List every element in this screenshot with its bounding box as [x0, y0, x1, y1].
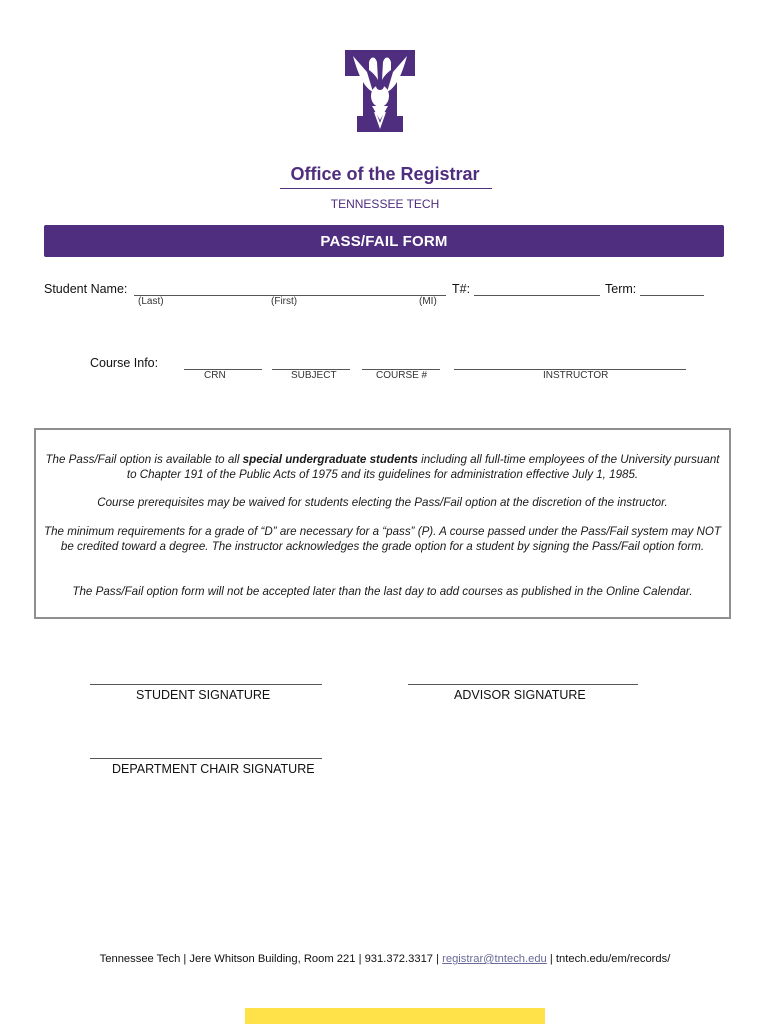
registrar-email-link[interactable]: registrar@tntech.edu: [442, 953, 547, 965]
form-title: PASS/FAIL FORM: [320, 232, 448, 250]
form-title-banner: [44, 225, 724, 257]
office-title: Office of the Registrar: [290, 164, 480, 184]
institution-name: TENNESSEE TECH: [330, 197, 440, 211]
course-info-label: Course Info:: [90, 356, 159, 370]
student-signature-label: STUDENT SIGNATURE: [136, 688, 271, 702]
policy-paragraph-4: The Pass/Fail option form will not be accepted later than the last day to add courses as published in the Online Calendar.: [72, 585, 693, 598]
student-name-label: Student Name:: [44, 282, 128, 296]
crn-caption: CRN: [204, 370, 226, 381]
policy-paragraph-3: The minimum requirements for a grade of “D” are necessary for a “pass” (P). A course passed under the Pass/Fail system may NOT be credited toward a degree. The instructor acknowledges the grade option for a student by signing the Pass/Fail option form.: [44, 525, 721, 553]
term-field[interactable]: [640, 295, 704, 296]
department-chair-signature-field[interactable]: [90, 758, 322, 759]
t-number-label: T#:: [452, 282, 471, 296]
tennessee-tech-logo-icon: [345, 50, 415, 132]
last-name-caption: (Last): [138, 296, 164, 307]
advisor-signature-field[interactable]: [408, 684, 638, 685]
term-label: Term:: [605, 282, 637, 296]
advisor-signature-label: ADVISOR SIGNATURE: [454, 688, 586, 702]
student-signature-field[interactable]: [90, 684, 322, 685]
policy-paragraph-1: The Pass/Fail option is available to all special undergraduate students including all full-time employees of the University pursuant to Chapter 191 of the Public Acts of 1975 and its guidelines for administration effective July 1, 1985.: [45, 453, 720, 481]
instructor-caption: INSTRUCTOR: [543, 370, 609, 381]
middle-initial-caption: (MI): [419, 296, 437, 307]
subject-caption: SUBJECT: [291, 370, 337, 381]
policy-emphasis: special undergraduate students: [242, 453, 418, 466]
policy-info-box: [34, 428, 731, 619]
first-name-caption: (First): [271, 296, 298, 307]
t-number-field[interactable]: [474, 295, 600, 296]
policy-paragraph-2: Course prerequisites may be waived for students electing the Pass/Fail option at the discretion of the instructor.: [97, 496, 668, 509]
title-underline: [280, 188, 492, 189]
footer-contact: Tennessee Tech | Jere Whitson Building, Room 221 | 931.372.3317 | registrar@tntech.edu | tntech.edu/em/records/: [99, 953, 671, 965]
department-chair-signature-label: DEPARTMENT CHAIR SIGNATURE: [112, 762, 315, 776]
course-number-caption: COURSE #: [376, 370, 428, 381]
yellow-highlight-bar: [245, 1008, 545, 1024]
